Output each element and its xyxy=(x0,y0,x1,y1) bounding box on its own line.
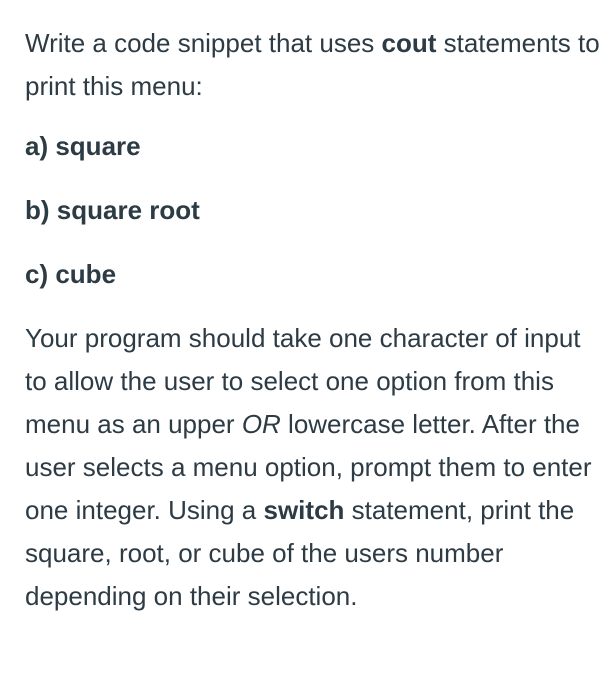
instructions-paragraph xyxy=(25,317,600,618)
instructions-text-1: Your program should take one character of input to allow the user to select one option from this menu as an upper xyxy=(25,323,581,439)
instructions-text-2: lowercase letter. After the user selects a menu option, prompt them to enter one integer. Using a xyxy=(25,409,592,525)
cout-keyword: cout xyxy=(381,28,437,58)
menu-option-c: c) cube xyxy=(25,259,117,289)
switch-keyword: switch xyxy=(263,495,345,525)
or-emphasis: OR xyxy=(241,409,281,439)
intro-paragraph xyxy=(25,22,600,108)
intro-text-1: Write a code snippet that uses xyxy=(25,28,382,58)
intro-text-2: statements to print this menu: xyxy=(25,28,600,101)
menu-option-a: a) square xyxy=(25,131,141,161)
instructions-text-3: statement, print the square, root, or cube of the users number depending on their selection. xyxy=(25,495,575,611)
question-content xyxy=(25,22,600,618)
menu-option-b: b) square root xyxy=(25,195,200,225)
